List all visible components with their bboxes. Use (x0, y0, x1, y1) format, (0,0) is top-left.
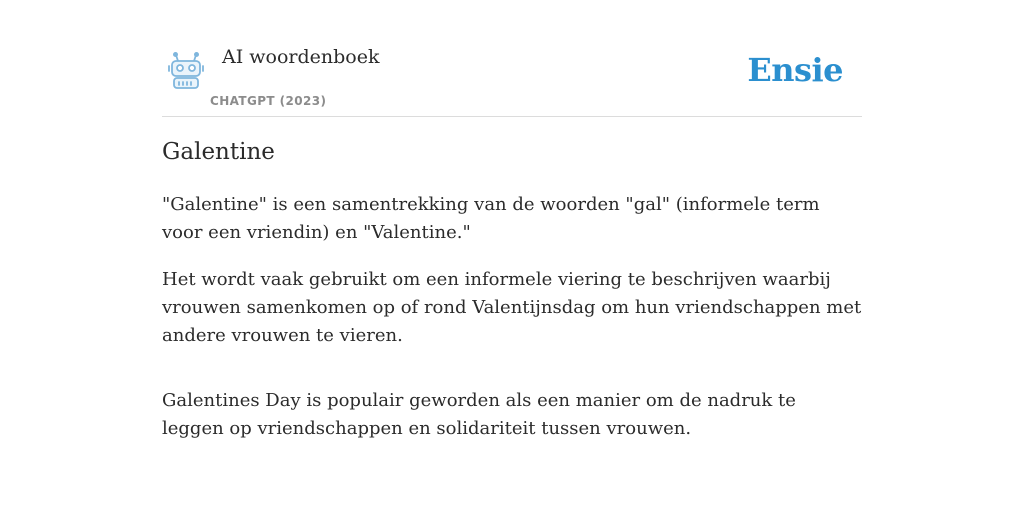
term-title: Galentine (162, 139, 275, 165)
definition-body (162, 191, 862, 462)
definition-paragraph: "Galentine" is een samentrekking van de woorden "gal" (informele term voor een vriendin) en "Valentine." (162, 194, 820, 243)
dictionary-title[interactable]: AI woordenboek (222, 46, 380, 68)
definition-paragraph: Galentines Day is populair geworden als een manier om de nadruk te leggen op vriendschappen en solidariteit tussen vrouwen. (162, 390, 796, 439)
dictionary-card (162, 0, 862, 512)
ensie-logo[interactable]: Ensie (747, 51, 843, 89)
source-label: CHATGPT (2023) (210, 94, 327, 108)
robot-icon (166, 52, 206, 90)
definition-paragraph: Het wordt vaak gebruikt om een informele viering te beschrijven waarbij vrouwen samenkomen op of rond Valentijnsdag om hun vriendschappen met andere vrouwen te vieren. (162, 269, 862, 346)
card-header (162, 0, 862, 117)
